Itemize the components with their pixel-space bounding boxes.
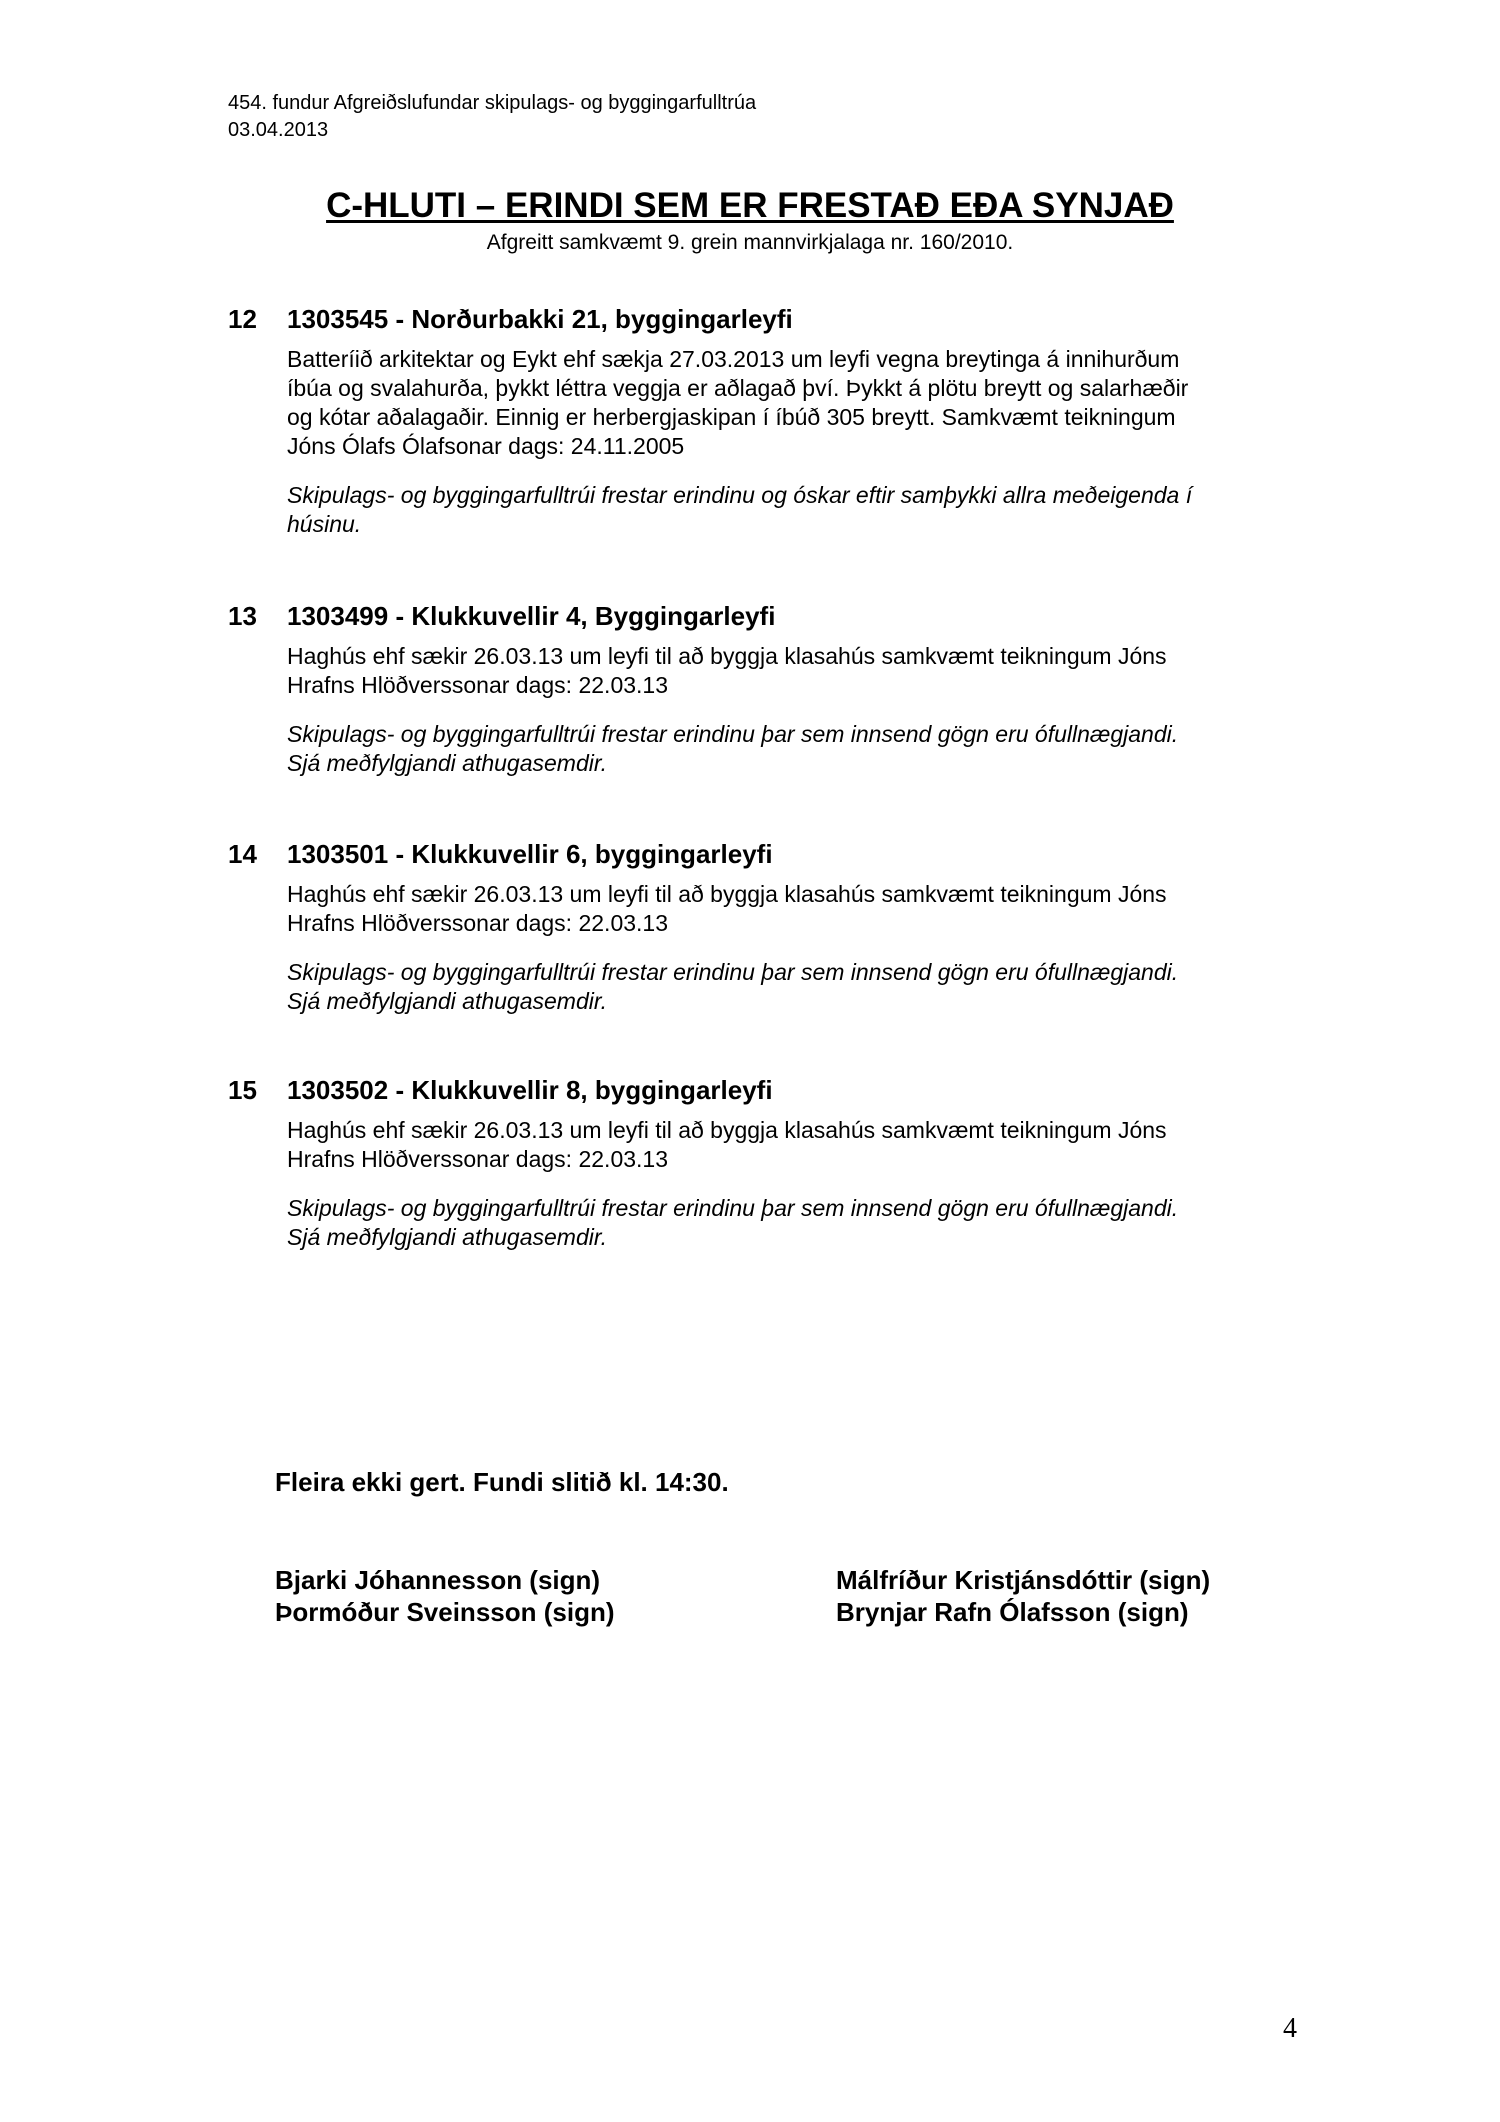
case-decision: Skipulags- og byggingarfulltrúi frestar erindinu þar sem innsend gögn eru ófullnægjandi. Sjá meðfylgjandi athugasemdir. — [287, 721, 1179, 776]
signatures-right — [836, 1564, 1210, 1628]
case-number: 13 — [228, 601, 257, 631]
case-description: Haghús ehf sækir 26.03.13 um leyfi til að byggja klasahús samkvæmt teikningum Jóns Hrafns Hlöðverssonar dags: 22.03.13 — [287, 1117, 1167, 1172]
case-number: 14 — [228, 839, 257, 869]
case-number: 15 — [228, 1075, 257, 1105]
case-description: Haghús ehf sækir 26.03.13 um leyfi til að byggja klasahús samkvæmt teikningum Jóns Hrafns Hlöðverssonar dags: 22.03.13 — [287, 881, 1167, 936]
case-description: Batteríið arkitektar og Eykt ehf sækja 27.03.2013 um leyfi vegna breytinga á innihurðum íbúa og svalahurða, þykkt léttra veggja er aðlagað því. Þykkt á plötu breytt og salarhæðir og kótar aðalagaðir. Einnig er herbergjaskipan í íbúð 305 breytt. Samkvæmt teikningum Jóns Ólafs Ólafsonar dags: 24.11.2005 — [287, 346, 1189, 459]
case-number: 12 — [228, 304, 257, 334]
section-subtitle: Afgreitt samkvæmt 9. grein mannvirkjalaga nr. 160/2010. — [486, 231, 1014, 254]
case-body — [287, 880, 1307, 1016]
meeting-date: 03.04.2013 — [228, 119, 329, 141]
closing-statement: Fleira ekki gert. Fundi slitið kl. 14:30. — [275, 1467, 729, 1497]
case-title: 1303499 - Klukkuvellir 4, Byggingarleyfi — [287, 601, 776, 631]
signature: Málfríður Kristjánsdóttir (sign) — [836, 1565, 1211, 1595]
case-description: Haghús ehf sækir 26.03.13 um leyfi til að byggja klasahús samkvæmt teikningum Jóns Hrafns Hlöðverssonar dags: 22.03.13 — [287, 643, 1167, 698]
case-title: 1303502 - Klukkuvellir 8, byggingarleyfi — [287, 1075, 773, 1105]
signatures-left — [275, 1564, 615, 1628]
case-decision: Skipulags- og byggingarfulltrúi frestar erindinu þar sem innsend gögn eru ófullnægjandi. Sjá meðfylgjandi athugasemdir. — [287, 1195, 1179, 1250]
section-title: C-HLUTI – ERINDI SEM ER FRESTAÐ EÐA SYNJAÐ — [326, 186, 1174, 225]
case-decision: Skipulags- og byggingarfulltrúi frestar erindinu og óskar eftir samþykki allra meðeigenda í húsinu. — [287, 482, 1193, 537]
meeting-header: 454. fundur Afgreiðslufundar skipulags- og byggingarfulltrúa — [228, 92, 757, 114]
case-body — [287, 642, 1307, 778]
page-number: 4 — [1283, 2013, 1297, 2044]
case-body — [287, 1116, 1307, 1252]
signature: Þormóður Sveinsson (sign) — [275, 1597, 615, 1627]
case-decision: Skipulags- og byggingarfulltrúi frestar erindinu þar sem innsend gögn eru ófullnægjandi. Sjá meðfylgjandi athugasemdir. — [287, 959, 1179, 1014]
case-title: 1303501 - Klukkuvellir 6, byggingarleyfi — [287, 839, 773, 869]
signature: Bjarki Jóhannesson (sign) — [275, 1565, 601, 1595]
case-body — [287, 345, 1307, 539]
case-title: 1303545 - Norðurbakki 21, byggingarleyfi — [287, 304, 793, 334]
signature: Brynjar Rafn Ólafsson (sign) — [836, 1597, 1189, 1627]
